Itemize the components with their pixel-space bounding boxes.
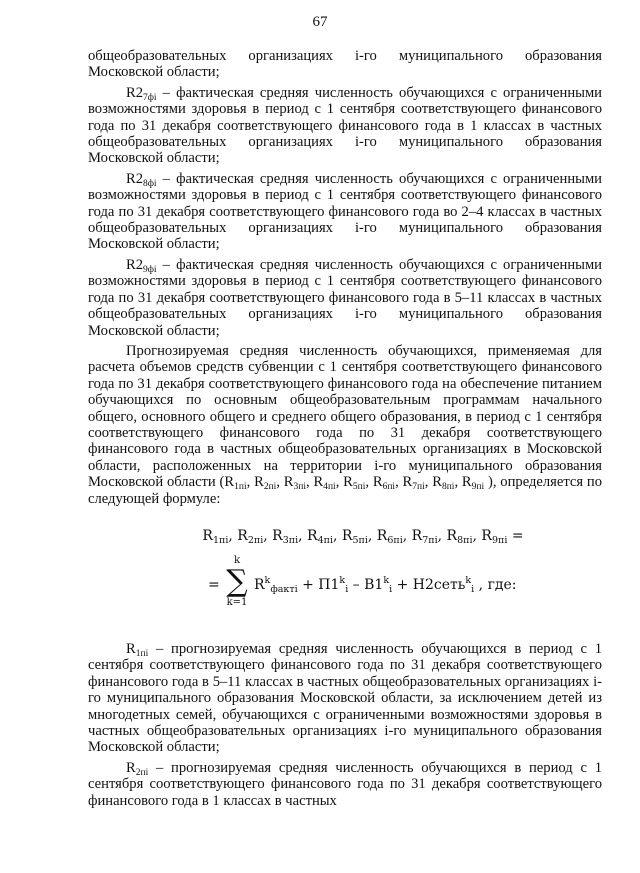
term-sub: i (389, 583, 393, 595)
paragraph-text: – фактическая средняя численность обучающихся с ограниченными возможностями здоровья в период с 1 сентября соответствующего финансового года по 31 декабря соответствующего финансового года во 2–4 классах в частных общеобразовательных организациях i-го муниципального образования Московской области; (88, 170, 602, 253)
term-sup: k (465, 574, 472, 586)
term-sub: фактi (270, 583, 298, 595)
variable: R2 (126, 170, 144, 187)
list-variable: R (432, 474, 442, 491)
term-r-fact: R (254, 576, 265, 593)
list-variable-subscript: 4пi (323, 482, 336, 493)
variable: R2 (126, 84, 144, 101)
list-variable-subscript: 5пi (352, 534, 368, 546)
operator: + (297, 576, 319, 593)
paragraph-text-tail: ), определяется по следующей формуле: (88, 474, 603, 507)
list-variable-subscript: 8пi (457, 534, 473, 546)
summation-sign (226, 555, 248, 609)
sigma-symbol: ∑ (226, 563, 248, 599)
formula-lhs: $R_{1пi}$, $R_{2пi}$, $R_{3пi}$, $R_{4пi}$, $R_{5пi}$, $R_{6пi}$, $R_{7пi}$, $R_{8пi}$, $R_{9пi}$ = (202, 527, 524, 546)
list-variable: R (341, 527, 353, 544)
paragraph-1: общеобразовательных организациях i-го муниципального образования Московской области; (88, 48, 602, 81)
formula-tail: , где: (474, 576, 517, 593)
list-variable-subscript: 4пi (317, 534, 334, 546)
paragraph-text: – прогнозируемая средняя численность обучающихся в период с 1 сентября соответствующего финансового года по 31 декабря соответствующего финансового года в 1 классах в частных (88, 759, 602, 809)
term-sub: i (345, 583, 349, 595)
variable: R2 (126, 256, 144, 273)
list-variable: R (461, 474, 472, 491)
list-variable: R (343, 474, 353, 491)
variable-subscript: 2пi (135, 767, 149, 778)
list-variable: R (283, 474, 294, 491)
list-variable: R (481, 527, 492, 544)
variable-subscript: 1пi (135, 648, 149, 659)
formula-rhs (88, 549, 602, 621)
paragraph-text: – фактическая средняя численность обучающихся с ограниченными возможностями здоровья в период с 1 сентября соответствующего финансового года по 31 декабря соответствующего финансового года в 1 классах в частных общеобразовательных организациях i-го муниципального образования Московской области; (88, 84, 602, 167)
list-variable-subscript: 5пi (352, 482, 366, 493)
paragraph-r-1p (88, 641, 602, 756)
list-variable-subscript: 3пi (282, 534, 299, 546)
term-n2set: Н2сеть (412, 576, 466, 593)
list-variable-subscript: 1пi (234, 482, 247, 493)
page-number: 67 (312, 14, 328, 30)
paragraph-text: – прогнозируемая средняя численность обучающихся в период с 1 сентября соответствующего финансового года по 31 декабря соответствующего финансового года в 5–11 классах в частных общеобразовательных организациях i-го муниципального образования Московской области, за исключением детей из многодетных семей, обучающихся с ограниченными возможностями здоровья в частных общеобразовательных организациях i-го муниципального образования Московской области; (88, 640, 602, 756)
list-variable: R (237, 527, 248, 544)
paragraph-r-2p (88, 760, 602, 809)
variable-subscript: 7фi (143, 92, 157, 103)
term-sup: k (383, 574, 390, 586)
list-variable-subscript: 3пi (293, 482, 307, 493)
list-variable-subscript: 2пi (247, 534, 264, 546)
list-variable: R (254, 474, 264, 491)
list-variable-subscript: 7пi (412, 482, 425, 493)
operator: – (348, 576, 365, 593)
variable-subscript: 9фi (143, 264, 157, 275)
list-variable-subscript: 6пi (387, 534, 403, 546)
list-variable-subscript: 9пi (471, 482, 485, 493)
list-variable: R (272, 527, 283, 544)
term-v1: В1 (364, 576, 384, 593)
paragraph-text: Прогнозируемая средняя численность обучающихся, применяемая для расчета объемов средств субвенции с 1 сентября соответствующего финансового года по 31 декабря соответствующего финансового года на обеспечение питанием обучающихся по основным общеобразовательным программам начального общего, основного общего и среднего общего образования, в период с 1 сентября соответствующего финансового года по 31 декабря соответствующего финансового года в частных общеобразовательных организациях в Московской области, расположенных на территории i-го муниципального образования Московской области ( (88, 342, 602, 491)
list-variable: R (372, 474, 383, 491)
term-sup: k (339, 574, 346, 586)
list-variable: R (313, 474, 324, 491)
formula-expression (254, 574, 517, 595)
variable-list: $R_{1пi}$, $R_{2пi}$, $R_{3пi}$, $R_{4пi}$, $R_{5пi}$, $R_{6пi}$, $R_{7пi}$, $R_{8пi}$, $R_{9пi}$ (224, 474, 485, 493)
operator: + (392, 576, 413, 593)
list-variable-subscript: 8пi (441, 482, 455, 493)
list-variable: R (202, 527, 213, 544)
paragraph-r2-9 (88, 257, 602, 339)
list-variable: R (376, 527, 388, 544)
list-variable-subscript: 2пi (263, 482, 277, 493)
variable-subscript: 8фi (143, 178, 157, 189)
document-body (88, 48, 602, 813)
formula-equals: = (208, 576, 220, 593)
list-variable: R (402, 474, 413, 491)
list-variable: R (446, 527, 458, 544)
term-p1: П1 (318, 576, 340, 593)
term-sub: i (471, 583, 475, 595)
list-variable: R (307, 527, 318, 544)
list-variable-subscript: 7пi (422, 534, 438, 546)
paragraph-r2-7 (88, 85, 602, 167)
sum-lower-limit: k=1 (226, 596, 248, 608)
variable: R (126, 759, 136, 776)
variable: R (126, 640, 136, 657)
list-variable-subscript: 1пi (212, 534, 229, 546)
paragraph-forecast-intro (88, 343, 602, 507)
list-variable: R (411, 527, 423, 544)
list-variable-subscript: 9пi (491, 534, 508, 546)
term-sup: k (264, 574, 271, 586)
list-variable-subscript: 6пi (382, 482, 396, 493)
paragraph-r2-8 (88, 171, 602, 253)
formula-lhs-equals: = (511, 527, 524, 544)
paragraph-text: – фактическая средняя численность обучающихся с ограниченными возможностями здоровья в период с 1 сентября соответствующего финансового года по 31 декабря соответствующего финансового года в 5–11 классах в частных общеобразовательных организациях i-го муниципального образования Московской области; (88, 256, 602, 339)
list-variable: R (224, 474, 235, 491)
sum-upper-limit: k (233, 554, 241, 566)
